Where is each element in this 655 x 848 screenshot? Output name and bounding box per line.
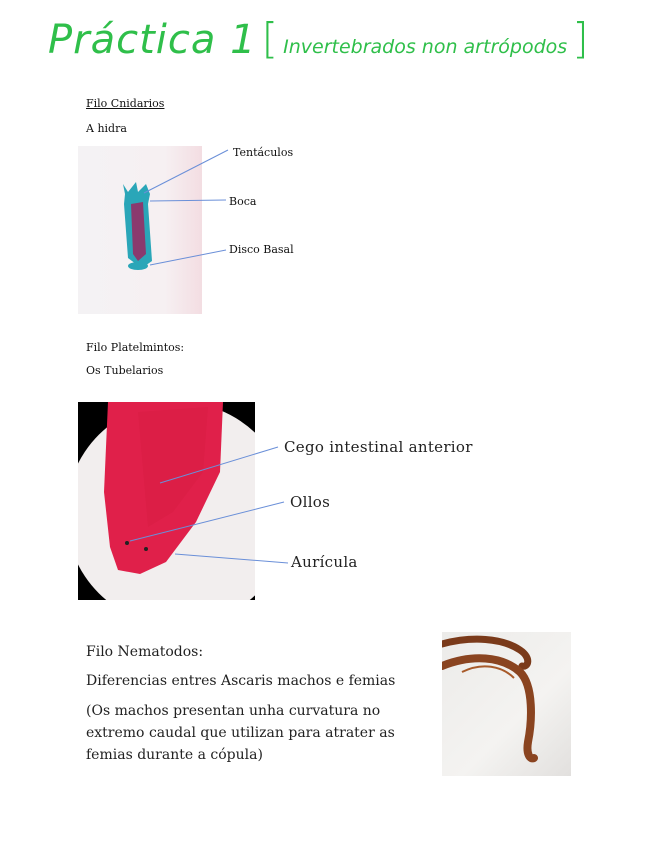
- title-sub: Invertebrados non artrópodos: [283, 36, 568, 58]
- pointer-line-auricula: [175, 554, 288, 563]
- label-cego-intestinal: Cego intestinal anterior: [284, 438, 473, 456]
- pointer-line-tentaculos: [144, 150, 228, 193]
- section2-subheading: Os Tubelarios: [86, 364, 164, 377]
- title-bracket-close: ]: [572, 14, 589, 63]
- pointer-line-ollos: [130, 502, 284, 541]
- section3-heading: Filo Nematodos:: [86, 644, 204, 660]
- section2-heading: Filo Platelmintos:: [86, 341, 185, 354]
- section1-heading: Filo Cnidarios: [86, 97, 165, 110]
- label-auricula: Aurícula: [291, 553, 358, 571]
- section3-paragraph-line: (Os machos presentan unha curvatura no: [86, 703, 381, 719]
- label-boca: Boca: [229, 195, 257, 208]
- pointer-line-cego-intestinal: [160, 447, 278, 483]
- pointer-line-boca: [150, 200, 226, 201]
- section3-paragraph-line: femias durante a cópula): [86, 747, 263, 763]
- label-tentaculos: Tentáculos: [233, 146, 294, 159]
- section1-subheading: A hidra: [86, 122, 127, 135]
- section3-subheading: Diferencias entres Ascaris machos e femias: [86, 673, 396, 689]
- pointer-line-disco-basal: [150, 250, 226, 265]
- title-bracket-open: [: [261, 14, 279, 63]
- label-ollos: Ollos: [290, 493, 331, 511]
- title-main: Práctica 1: [48, 17, 257, 63]
- section3-paragraph-line: extremo caudal que utilizan para atrater as: [86, 725, 395, 741]
- label-disco-basal: Disco Basal: [229, 243, 294, 256]
